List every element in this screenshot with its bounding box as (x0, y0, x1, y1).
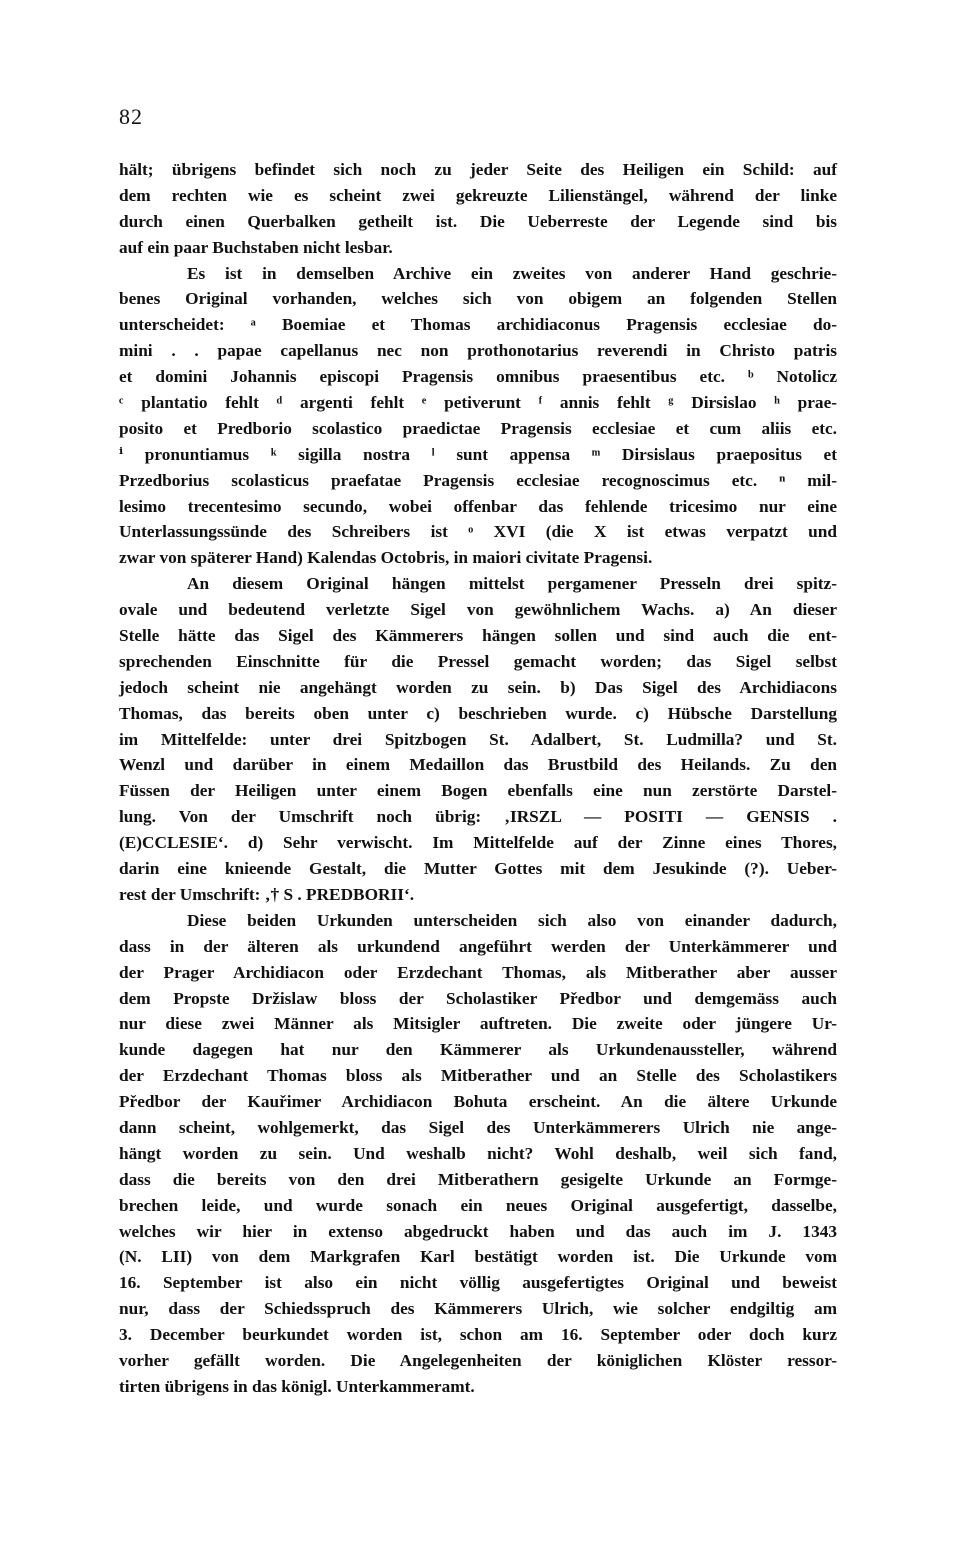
text-line: Es ist in demselben Archive ein zweites von anderer Hand geschrie- (187, 263, 837, 283)
text-line: auf ein paar Buchstaben nicht lesbar. (119, 237, 393, 257)
text-line: 16. September ist also ein nicht völlig ausgefertigtes Original und beweist (119, 1273, 837, 1293)
text-line: im Mittelfelde: unter drei Spitzbogen St. Adalbert, St. Ludmilla? und St. (119, 729, 837, 749)
text-line: der Prager Archidiacon oder Erzdechant Thomas, als Mitberather aber ausser (119, 962, 837, 982)
text-line: jedoch scheint nie angehängt worden zu sein. b) Das Sigel des Archidiacons (119, 677, 837, 697)
text-line: welches wir hier in extenso abgedruckt haben und das auch im J. 1343 (119, 1221, 837, 1241)
text-line: lung. Von der Umschrift noch übrig: ‚IRSZL — POSITI — GENSIS . (119, 807, 837, 827)
text-line: ᶜ plantatio fehlt ᵈ argenti fehlt ᵉ petiverunt ᶠ annis fehlt ᵍ Dirsislao ʰ prae- (119, 393, 837, 413)
text-line: (E)CCLESIE‘. d) Sehr verwischt. Im Mittelfelde auf der Zinne eines Thores, (119, 833, 837, 853)
text-line: dem rechten wie es scheint zwei gekreuzte Lilienstängel, während der linke (119, 185, 837, 205)
text-line: ⁱ pronuntiamus ᵏ sigilla nostra ˡ sunt appensa ᵐ Dirsislaus praepositus et (119, 444, 837, 464)
text-line: durch einen Querbalken getheilt ist. Die Ueberreste der Legende sind bis (119, 211, 837, 231)
text-line: dass in der älteren als urkundend angeführt werden der Unterkämmerer und (119, 936, 837, 956)
text-line: (N. LII) von dem Markgrafen Karl bestätigt worden ist. Die Urkunde vom (119, 1247, 837, 1267)
text-line: ovale und bedeutend verletzte Sigel von gewöhnlichem Wachs. a) An dieser (119, 600, 837, 620)
text-line: Thomas, das bereits oben unter c) beschrieben wurde. c) Hübsche Darstellung (119, 703, 837, 723)
body-text (119, 157, 837, 1400)
text-line: Przedborius scolasticus praefatae Pragensis ecclesiae recognoscimus etc. ⁿ mil- (119, 470, 837, 490)
page-number: 82 (119, 104, 143, 129)
text-line: hängt worden zu sein. Und weshalb nicht? Wohl deshalb, weil sich fand, (119, 1143, 837, 1163)
text-line: nur diese zwei Männer als Mitsigler auftreten. Die zweite oder jüngere Ur- (119, 1014, 837, 1034)
text-line: unterscheidet: ᵃ Boemiae et Thomas archidiaconus Pragensis ecclesiae do- (119, 315, 837, 335)
text-line: brechen leide, und wurde sonach ein neues Original ausgefertigt, dasselbe, (119, 1195, 837, 1215)
text-line: et domini Johannis episcopi Pragensis omnibus praesentibus etc. ᵇ Notolicz (119, 367, 837, 387)
text-line: der Erzdechant Thomas bloss als Mitberather und an Stelle des Scholastikers (119, 1066, 837, 1086)
text-line: nur, dass der Schiedsspruch des Kämmerers Ulrich, wie solcher endgiltig am (119, 1299, 837, 1319)
text-line: posito et Predborio scolastico praedictae Pragensis ecclesiae et cum aliis etc. (119, 418, 837, 438)
text-line: 3. December beurkundet worden ist, schon am 16. September oder doch kurz (119, 1325, 837, 1345)
text-line: sprechenden Einschnitte für die Pressel gemacht worden; das Sigel selbst (119, 651, 837, 671)
text-line: Füssen der Heiligen unter einem Bogen ebenfalls eine nun zerstörte Darstel- (119, 781, 837, 801)
text-line: Wenzl und darüber in einem Medaillon das Brustbild des Heilands. Zu den (119, 755, 837, 775)
text-line: darin eine knieende Gestalt, die Mutter Gottes mit dem Jesukinde (?). Ueber- (119, 859, 837, 879)
text-line: Diese beiden Urkunden unterscheiden sich also von einander dadurch, (187, 910, 837, 930)
text-line: benes Original vorhanden, welches sich von obigem an folgenden Stellen (119, 289, 837, 309)
text-line: zwar von späterer Hand) Kalendas Octobris, in maiori civitate Pragensi. (119, 548, 653, 568)
text-line: mini . . papae capellanus nec non prothonotarius reverendi in Christo patris (119, 341, 837, 361)
text-line: vorher gefällt worden. Die Angelegenheiten der königlichen Klöster ressor- (119, 1350, 837, 1370)
text-line: kunde dagegen hat nur den Kämmerer als Urkundenaussteller, während (119, 1040, 837, 1060)
text-line: dass die bereits von den drei Mitberathern gesigelte Urkunde an Formge- (119, 1169, 837, 1189)
text-line: An diesem Original hängen mittelst pergamener Presseln drei spitz- (187, 574, 837, 594)
text-line: Předbor der Kauřimer Archidiacon Bohuta erscheint. An die ältere Urkunde (119, 1092, 837, 1112)
text-line: dem Propste Držislaw bloss der Scholastiker Předbor und demgemäss auch (119, 988, 837, 1008)
text-line: hält; übrigens befindet sich noch zu jeder Seite des Heiligen ein Schild: auf (119, 160, 837, 179)
text-line: rest der Umschrift: ‚† S . PREDBORII‘. (119, 884, 415, 904)
text-line: Stelle hätte das Sigel des Kämmerers hängen sollen und sind auch die ent- (119, 626, 837, 646)
text-line: lesimo trecentesimo secundo, wobei offenbar das fehlende tricesimo nur eine (119, 496, 837, 516)
text-line: tirten übrigens in das königl. Unterkammeramt. (119, 1376, 475, 1396)
text-line: dann scheint, wohlgemerkt, das Sigel des Unterkämmerers Ulrich nie ange- (119, 1117, 837, 1137)
text-line: Unterlassungssünde des Schreibers ist ᵒ XVI (die X ist etwas verpatzt und (119, 522, 837, 542)
